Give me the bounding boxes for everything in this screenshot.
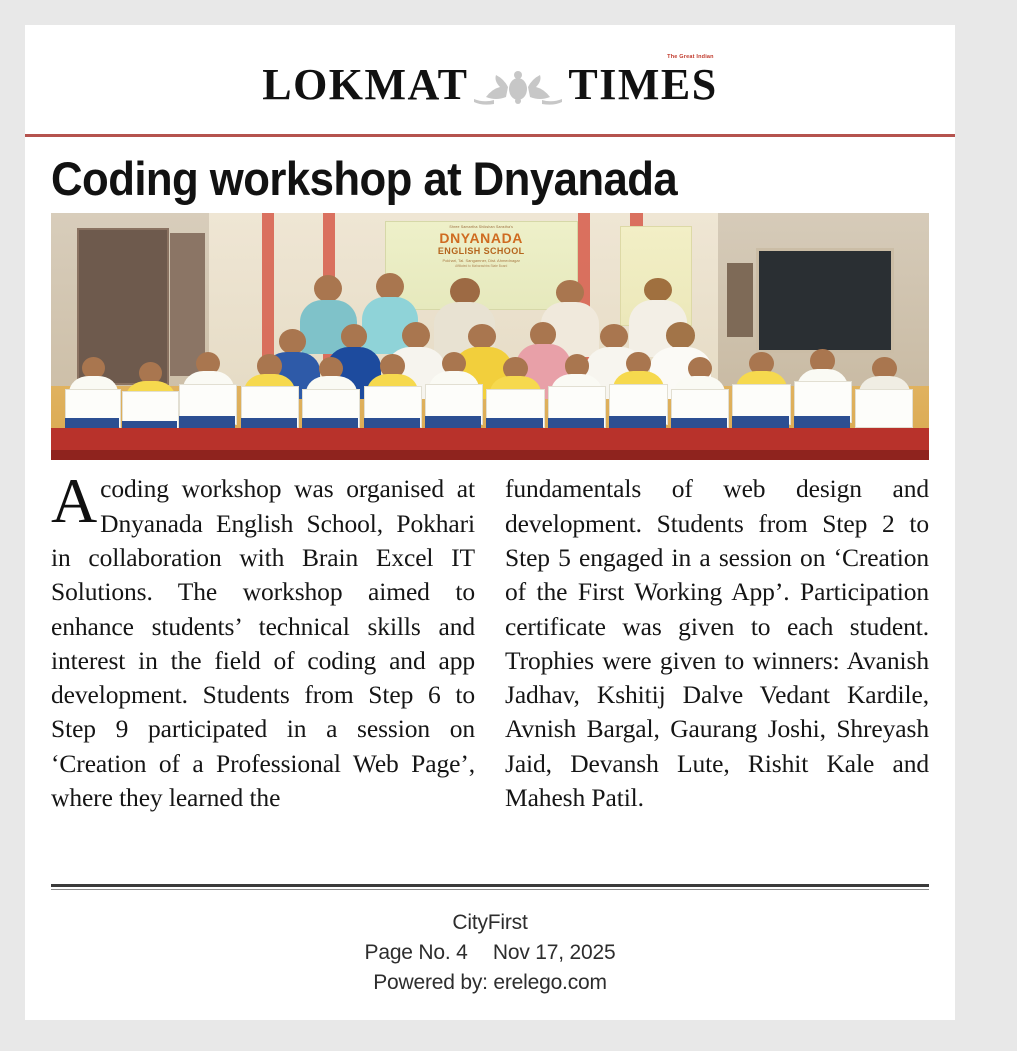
- footer-page-date: [25, 938, 955, 968]
- footer-date: Nov 17, 2025: [492, 941, 616, 965]
- footer-page-number: Page No. 4: [364, 941, 468, 965]
- banner-school-name: DNYANADA: [439, 229, 524, 246]
- masthead-logo: [262, 54, 718, 109]
- banner-micro-text: Shree Samartha Shikshan Sanstha's: [449, 224, 514, 229]
- clipping-footer: [25, 890, 955, 997]
- newspaper-clipping-card: [25, 25, 955, 1020]
- page-title: Coding workshop at Dnyanada: [51, 152, 678, 205]
- masthead-word-lokmat: LOKMAT: [262, 60, 469, 109]
- masthead: [25, 25, 955, 137]
- article-photo: [51, 213, 929, 460]
- footer-section: CityFirst: [452, 911, 528, 935]
- banner-address: Pokhari, Tal. Sangamner, Dist. Ahmednagar: [442, 257, 520, 263]
- footer-powered-by: Powered by: erelego.com: [373, 970, 607, 994]
- article-body: [51, 465, 929, 872]
- article-column-1-text: Acoding workshop was organised at Dnyanada English School, Pokhari in collaboration with Brain Excel IT Solutions. The workshop aimed to enhance students’ technical skills and interest in the field of coding and app development. Students from Step 6 to Step 9 participated in a session on ‘Creation of a Professional Web Page’, where they learned the: [51, 465, 475, 813]
- banner-affiliation: Affiliated to Maharashtra State Board: [455, 263, 508, 268]
- masthead-tagline: The Great Indian: [667, 54, 714, 60]
- banner-school-subtitle: ENGLISH SCHOOL: [437, 245, 525, 256]
- masthead-word-times: TIMES: [568, 60, 718, 109]
- article-column-1: [51, 465, 475, 872]
- school-banner: [385, 221, 578, 310]
- article-column-2: [505, 472, 929, 872]
- heraldic-crest-icon: [470, 65, 566, 107]
- article-column-2-text: fundamentals of web design and development. Students from Step 2 to Step 5 engaged in a session on ‘Creation of the First Working App’. Participation certificate was given to each student. Trophies were given to winners: Avanish Jadhav, Kshitij Dalve Vedant Kardile, Avnish Bargal, Gaurang Joshi, Shreyash Jaid, Devansh Lute, Rishit Kale and Mahesh Patil.: [505, 474, 929, 813]
